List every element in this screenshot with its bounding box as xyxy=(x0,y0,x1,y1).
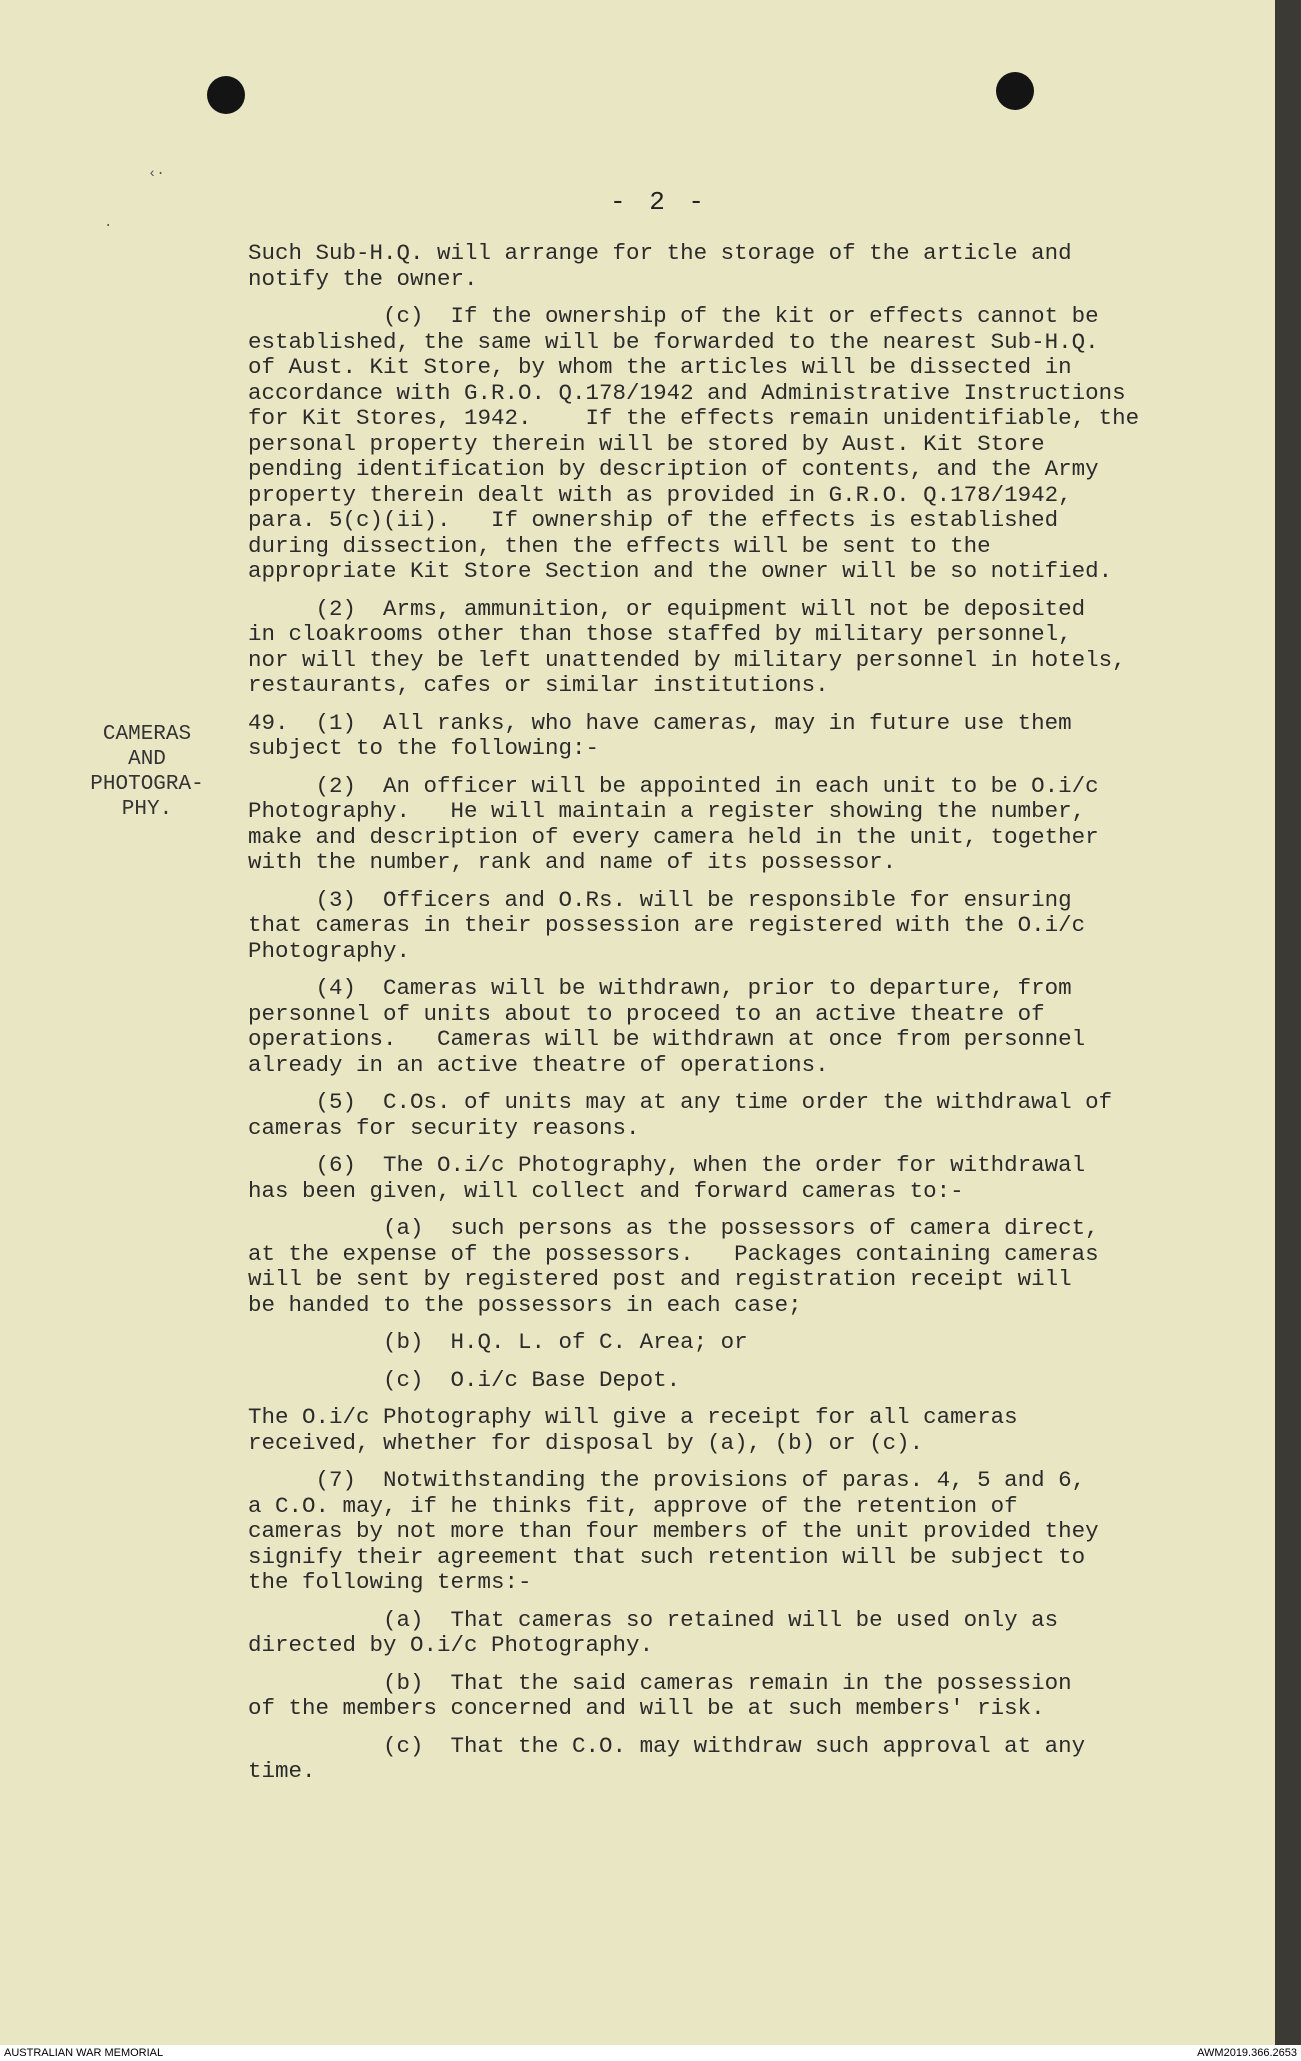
paragraph-para-49-7c xyxy=(248,1734,1248,1785)
text-line: para. 5(c)(ii). If ownership of the effects is established xyxy=(248,507,1059,533)
text-line: during dissection, then the effects will be sent to the xyxy=(248,532,991,559)
paragraph-para-49-7b xyxy=(248,1671,1248,1722)
paragraph-para-49-2 xyxy=(248,774,1248,876)
paragraph-para-49-6a xyxy=(248,1216,1248,1318)
text-line: established, the same will be forwarded to the nearest Sub-H.Q. xyxy=(248,328,1099,355)
text-line: (3) Officers and O.Rs. will be responsible for ensuring xyxy=(248,886,1072,913)
text-line: The O.i/c Photography will give a receipt for all cameras xyxy=(248,1404,1018,1430)
document-body xyxy=(248,190,1248,1836)
text-line: cameras by not more than four members of the unit provided they xyxy=(248,1518,1099,1544)
text-line: pending identification by description of contents, and the Army xyxy=(248,456,1099,482)
paragraph-para-2 xyxy=(248,597,1248,699)
punch-hole-left xyxy=(207,76,245,114)
paper-mark: · xyxy=(104,218,113,234)
text-line: received, whether for disposal by (a), (b) or (c). xyxy=(248,1429,924,1456)
text-line: (c) O.i/c Base Depot. xyxy=(248,1366,681,1393)
paragraph-gap xyxy=(248,699,1248,711)
text-line: that cameras in their possession are registered with the O.i/c xyxy=(248,912,1086,938)
text-line: Photography. He will maintain a register showing the number, xyxy=(248,798,1086,824)
text-line: of the members concerned and will be at such members' risk. xyxy=(248,1695,1045,1721)
text-line: (a) That cameras so retained will be used only as xyxy=(248,1606,1059,1633)
text-line: (5) C.Os. of units may at any time order the withdrawal of xyxy=(248,1089,1113,1115)
text-line: (c) That the C.O. may withdraw such approval at any xyxy=(248,1732,1086,1759)
text-line: cameras for security reasons. xyxy=(248,1114,640,1141)
text-line: appropriate Kit Store Section and the owner will be so notified. xyxy=(248,558,1113,584)
margin-heading: CAMERAS AND PHOTOGRA- PHY. xyxy=(90,723,204,821)
text-line: (7) Notwithstanding the provisions of paras. 4, 5 and 6, xyxy=(248,1467,1086,1493)
text-line: at the expense of the possessors. Packages containing cameras xyxy=(248,1240,1099,1267)
footer-left: AUSTRALIAN WAR MEMORIAL xyxy=(4,2047,164,2059)
paragraph-gap xyxy=(248,876,1248,888)
text-line: be handed to the possessors in each case; xyxy=(248,1291,802,1318)
text-line: directed by O.i/c Photography. xyxy=(248,1632,654,1658)
page-number: - 2 - xyxy=(610,187,709,217)
paragraph-gap xyxy=(248,1659,1248,1671)
paragraph-para-49-5 xyxy=(248,1090,1248,1141)
text-line: (a) such persons as the possessors of camera direct, xyxy=(248,1215,1099,1241)
paragraph-gap xyxy=(248,762,1248,774)
text-line: time. xyxy=(248,1758,316,1784)
paragraph-gap xyxy=(248,1356,1248,1368)
text-line: subject to the following:- xyxy=(248,735,600,761)
text-line: in cloakrooms other than those staffed by military personnel, xyxy=(248,621,1072,647)
text-line: (2) Arms, ammunition, or equipment will not be deposited xyxy=(248,595,1086,622)
paragraph-para-49-4 xyxy=(248,976,1248,1078)
footer-right: AWM2019.366.2653 xyxy=(1197,2047,1297,2059)
paragraph-para-receipt xyxy=(248,1405,1248,1456)
text-line: personal property therein will be stored by Aust. Kit Store xyxy=(248,430,1045,457)
text-line: of Aust. Kit Store, by whom the articles will be dissected in xyxy=(248,354,1072,380)
text-line: the following terms:- xyxy=(248,1569,532,1595)
text-line: (4) Cameras will be withdrawn, prior to departure, from xyxy=(248,975,1072,1001)
archive-footer xyxy=(0,2045,1301,2061)
text-line: accordance with G.R.O. Q.178/1942 and Administrative Instructions xyxy=(248,379,1126,406)
text-line: operations. Cameras will be withdrawn at once from personnel xyxy=(248,1026,1086,1052)
text-line: (2) An officer will be appointed in each unit to be O.i/c xyxy=(248,772,1099,799)
text-line: with the number, rank and name of its possessor. xyxy=(248,849,897,875)
text-line: Photography. xyxy=(248,937,411,964)
text-line: (c) If the ownership of the kit or effects cannot be xyxy=(248,303,1099,329)
paragraph-para-49-6c xyxy=(248,1368,1248,1394)
paragraph-gap xyxy=(248,1596,1248,1608)
text-line: nor will they be left unattended by military personnel in hotels, xyxy=(248,646,1126,673)
text-line: 49. (1) All ranks, who have cameras, may in future use them xyxy=(248,709,1072,736)
paragraph-para-49-3 xyxy=(248,888,1248,965)
text-line: (b) That the said cameras remain in the possession xyxy=(248,1669,1072,1696)
text-line: Such Sub-H.Q. will arrange for the storage of the article and xyxy=(248,240,1072,266)
paragraph-gap xyxy=(248,1722,1248,1734)
paragraph-para-1 xyxy=(248,241,1248,292)
text-line: (6) The O.i/c Photography, when the order for withdrawal xyxy=(248,1152,1086,1178)
paragraph-para-49-7a xyxy=(248,1608,1248,1659)
paragraph-para-49-6 xyxy=(248,1153,1248,1204)
text-line: will be sent by registered post and registration receipt will xyxy=(248,1266,1072,1292)
paper-mark: ‹· xyxy=(148,166,165,182)
text-line: has been given, will collect and forward cameras to:- xyxy=(248,1177,964,1204)
paragraph-para-49-6b xyxy=(248,1330,1248,1356)
text-line: for Kit Stores, 1942. If the effects remain unidentifiable, the xyxy=(248,405,1140,431)
paragraph-gap xyxy=(248,585,1248,597)
text-line: personnel of units about to proceed to an active theatre of xyxy=(248,1000,1045,1027)
text-line: property therein dealt with as provided in G.R.O. Q.178/1942, xyxy=(248,481,1072,508)
text-line: make and description of every camera held in the unit, together xyxy=(248,823,1099,850)
paragraph-para-49-1 xyxy=(248,711,1248,762)
text-line: already in an active theatre of operations. xyxy=(248,1051,829,1078)
text-line: (b) H.Q. L. of C. Area; or xyxy=(248,1329,748,1355)
text-line: a C.O. may, if he thinks fit, approve of the retention of xyxy=(248,1492,1018,1519)
paragraph-para-c xyxy=(248,304,1248,585)
text-line: restaurants, cafes or similar institutions. xyxy=(248,672,829,698)
punch-hole-right xyxy=(996,72,1034,110)
text-line: signify their agreement that such retention will be subject to xyxy=(248,1543,1086,1570)
text-line: notify the owner. xyxy=(248,265,478,292)
paragraph-para-49-7 xyxy=(248,1468,1248,1596)
sheet-edge xyxy=(1275,0,1301,2045)
